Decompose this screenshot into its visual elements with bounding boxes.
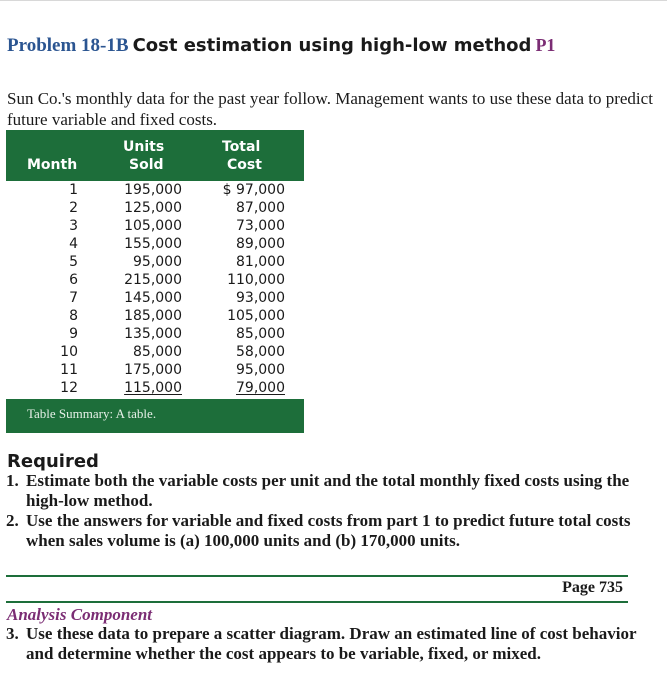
cell-units: 185,000: [124, 308, 182, 324]
table-row: [6, 343, 304, 361]
required-heading: Required: [7, 451, 99, 472]
table-row: [6, 181, 304, 199]
item-text: Estimate both the variable costs per unit and the total monthly fixed costs using the high-low method.: [26, 471, 630, 510]
cell-units: 195,000: [124, 182, 182, 198]
table-body: [6, 181, 304, 399]
list-item: [0, 511, 660, 551]
item-number: 2.: [6, 511, 19, 530]
monthly-data-table: [6, 130, 304, 433]
required-list: [0, 471, 660, 551]
problem-title: [7, 33, 647, 59]
cell-units: 215,000: [124, 272, 182, 288]
cell-cost: 79,000: [236, 380, 285, 396]
cell-cost: 81,000: [236, 254, 285, 270]
list-item: [0, 624, 660, 664]
table-row: [6, 235, 304, 253]
table-row: [6, 253, 304, 271]
header-month: Month: [27, 157, 78, 173]
header-units-line1: Units: [123, 139, 165, 155]
cell-month: 9: [69, 326, 78, 342]
cell-month: 8: [69, 308, 78, 324]
item-number: 3.: [6, 624, 19, 643]
table-row: [6, 361, 304, 379]
cell-month: 1: [69, 182, 78, 198]
cell-units: 85,000: [133, 344, 182, 360]
cell-units: 175,000: [124, 362, 182, 378]
cell-units: 105,000: [124, 218, 182, 234]
problem-label: Problem 18-1B: [7, 35, 129, 56]
cell-cost: 85,000: [236, 326, 285, 342]
table-row: [6, 307, 304, 325]
cell-units: 145,000: [124, 290, 182, 306]
table-row: [6, 199, 304, 217]
cell-month: 10: [60, 344, 78, 360]
cell-month: 5: [69, 254, 78, 270]
cell-month: 3: [69, 218, 78, 234]
cell-cost: 87,000: [236, 200, 285, 216]
cell-month: 2: [69, 200, 78, 216]
cell-cost: 95,000: [236, 362, 285, 378]
divider: [6, 601, 628, 603]
cell-cost: 73,000: [236, 218, 285, 234]
table-row: [6, 217, 304, 235]
cell-month: 4: [69, 236, 78, 252]
table-row: [6, 271, 304, 289]
cell-cost: $ 97,000: [222, 182, 285, 198]
table-row: [6, 289, 304, 307]
header-cost-line2: Cost: [227, 157, 262, 173]
cell-units: 155,000: [124, 236, 182, 252]
table-row: [6, 325, 304, 343]
learning-objective-code: P1: [535, 35, 556, 55]
item-number: 1.: [6, 471, 19, 490]
table-summary: Table Summary: A table.: [27, 406, 157, 421]
list-item: [0, 471, 660, 511]
cell-cost: 110,000: [227, 272, 285, 288]
cell-units: 95,000: [133, 254, 182, 270]
cell-cost: 89,000: [236, 236, 285, 252]
cell-cost: 105,000: [227, 308, 285, 324]
header-units-line2: Sold: [129, 157, 164, 173]
cell-cost: 58,000: [236, 344, 285, 360]
problem-heading: Cost estimation using high-low method: [132, 35, 532, 56]
problem-intro: Sun Co.'s monthly data for the past year follow. Management wants to use these data to predict future variable and fixed costs.: [7, 89, 653, 129]
cell-month: 6: [69, 272, 78, 288]
analysis-heading: Analysis Component: [7, 605, 153, 624]
table-row: [6, 379, 304, 397]
item-text: Use the answers for variable and fixed costs from part 1 to predict future total costs when sales volume is (a) 100,000 units and (b) 170,000 units.: [26, 511, 631, 550]
table-header: [6, 130, 304, 181]
cell-cost: 93,000: [236, 290, 285, 306]
cell-units: 125,000: [124, 200, 182, 216]
cell-units: 115,000: [124, 380, 182, 396]
header-cost-line1: Total: [222, 139, 261, 155]
page-number: Page 735: [562, 579, 623, 596]
cell-month: 11: [60, 362, 78, 378]
item-text: Use these data to prepare a scatter diagram. Draw an estimated line of cost behavior and determine whether the cost appears to be variable, fixed, or mixed.: [26, 624, 637, 663]
cell-month: 12: [60, 380, 78, 396]
cell-units: 135,000: [124, 326, 182, 342]
cell-month: 7: [69, 290, 78, 306]
divider: [6, 575, 628, 577]
analysis-list: [0, 624, 660, 664]
top-divider: [0, 0, 667, 1]
